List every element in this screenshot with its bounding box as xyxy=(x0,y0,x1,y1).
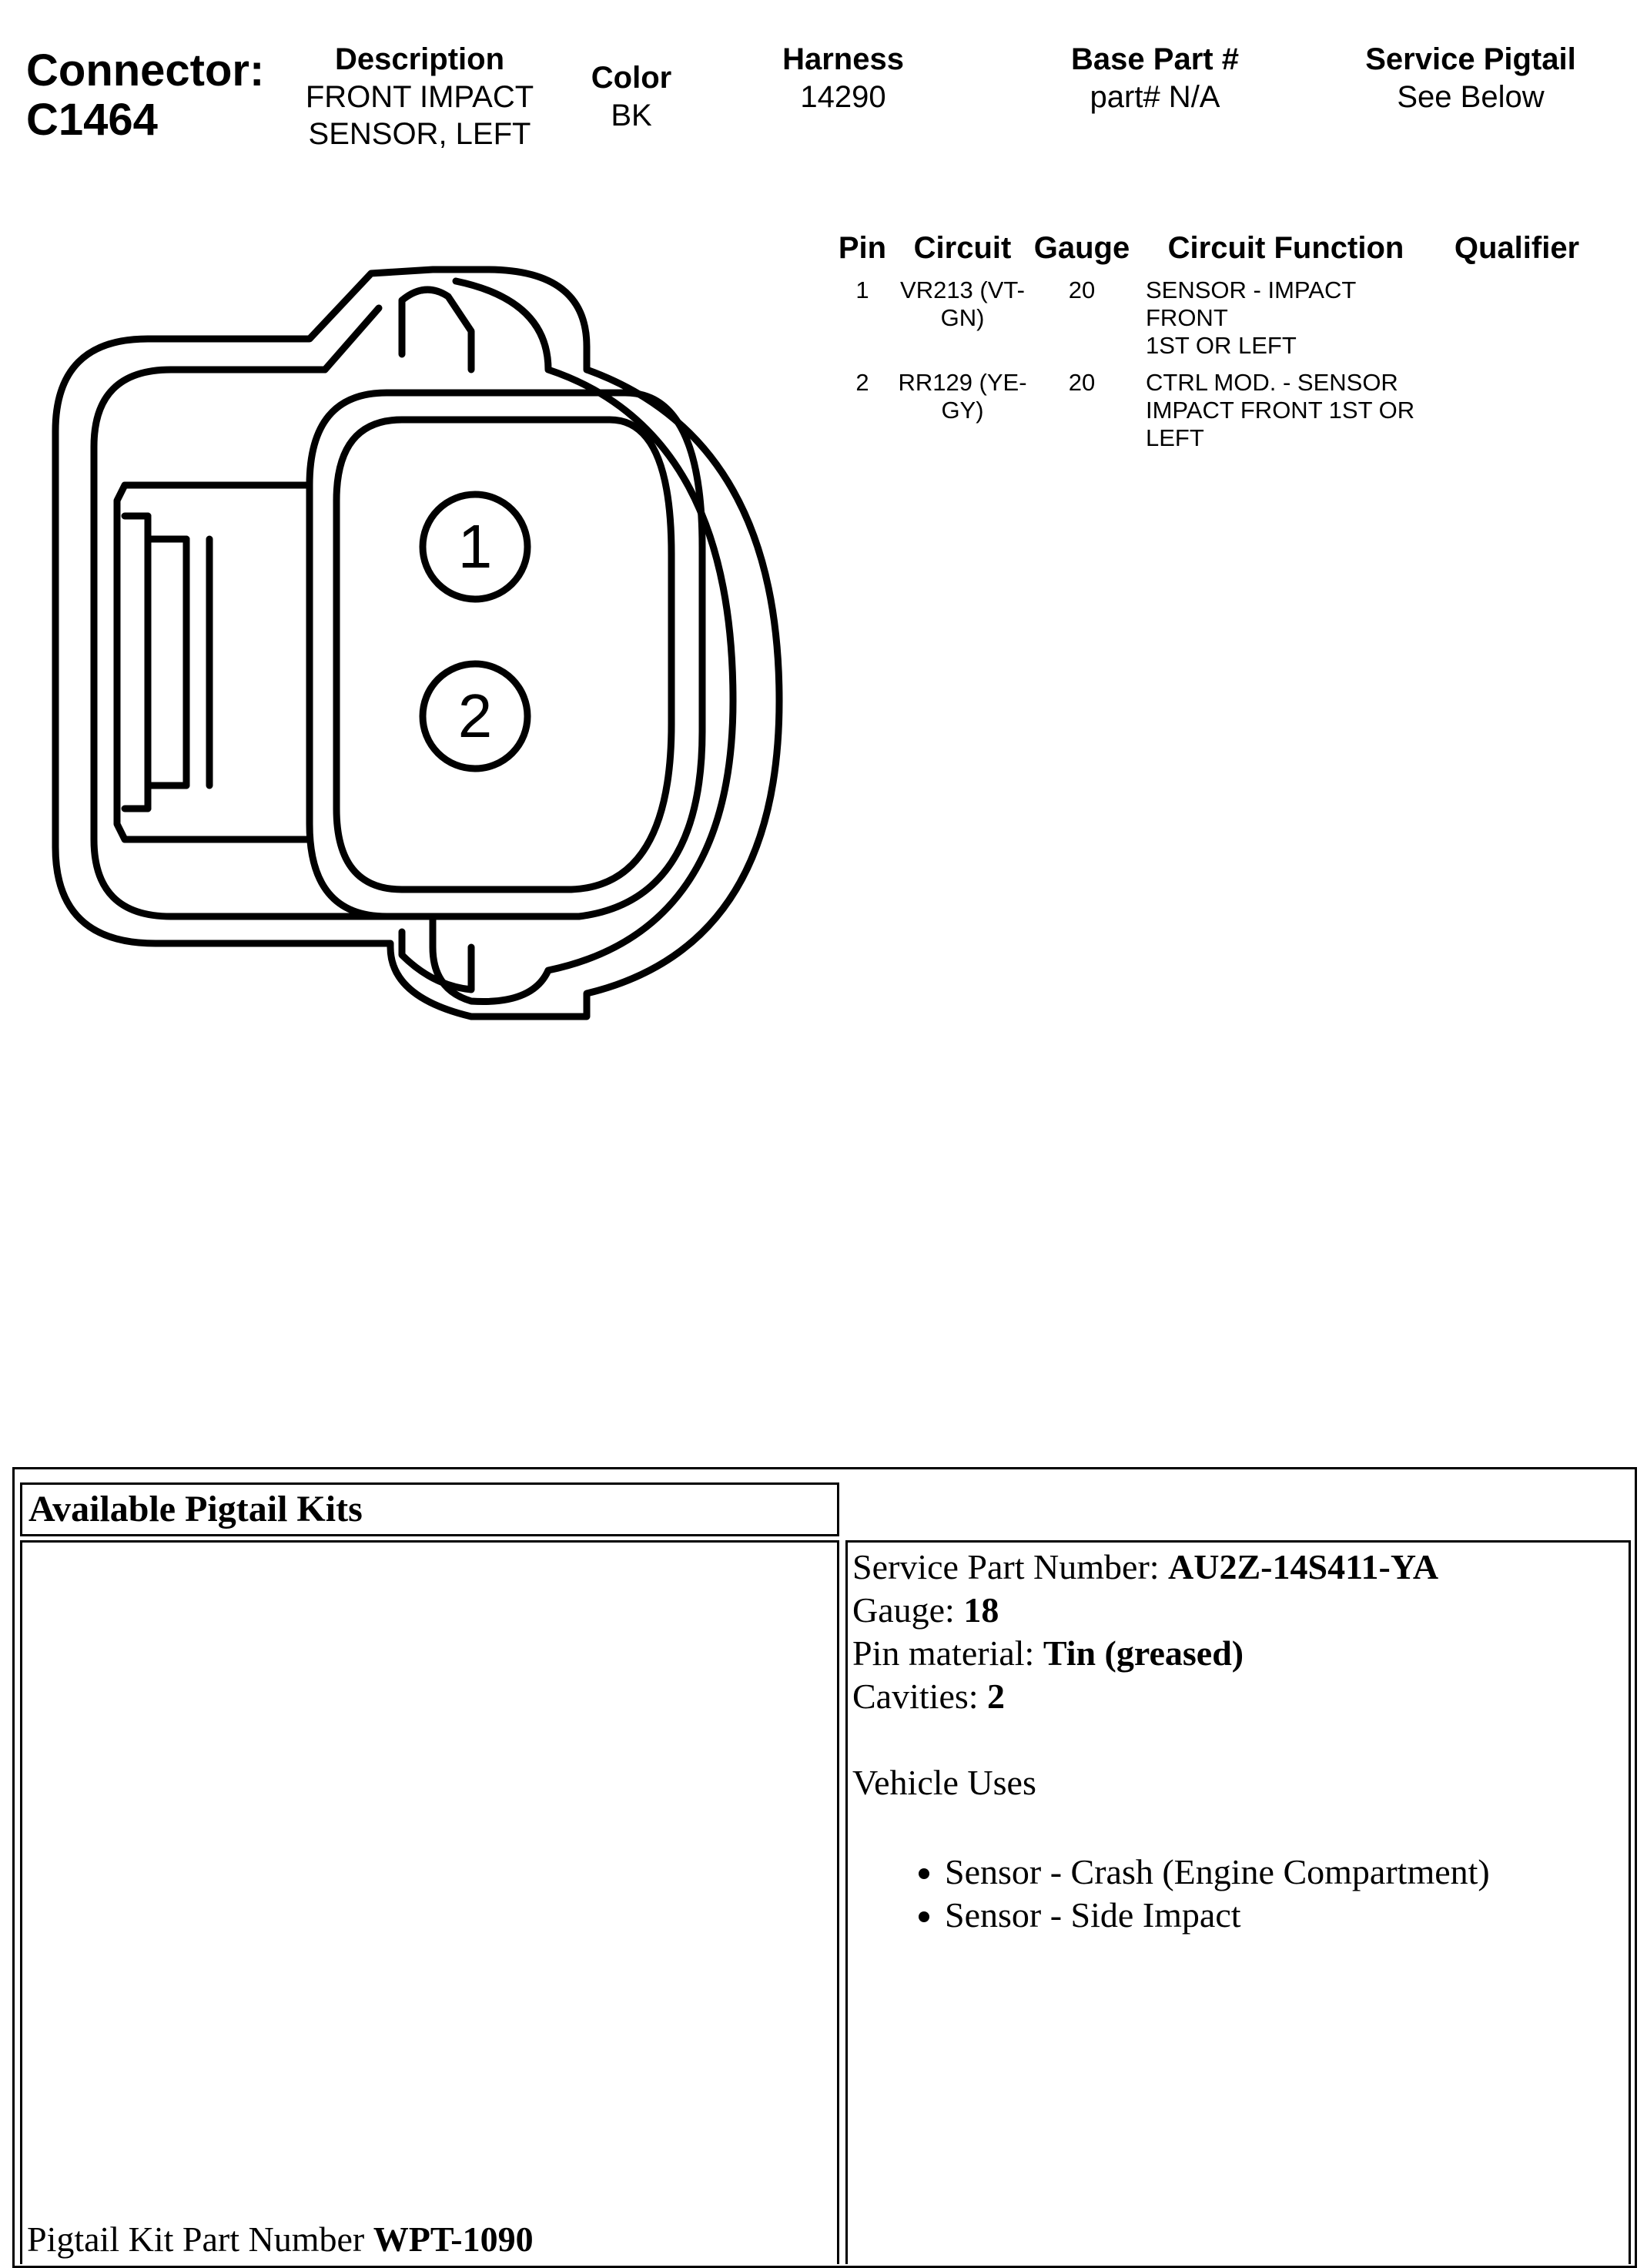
pin-table-header-row xyxy=(832,231,1594,276)
cell-qualifier xyxy=(1440,276,1594,369)
cell-gauge: 20 xyxy=(1068,276,1096,303)
pigtail-kits-heading-box xyxy=(20,1482,839,1536)
cell-circuit xyxy=(893,276,1032,369)
cell-circuit-function xyxy=(1132,369,1440,461)
service-pigtail-value: See Below xyxy=(1397,80,1545,114)
circuit-line: GN) xyxy=(940,304,985,331)
harness-column xyxy=(747,40,939,116)
vehicle-uses-list xyxy=(852,1851,1490,1937)
pigtail-kits-heading: Available Pigtail Kits xyxy=(28,1489,363,1529)
service-part-value: AU2Z-14S411-YA xyxy=(1168,1547,1439,1586)
vehicle-uses-label: Vehicle Uses xyxy=(852,1763,1036,1802)
cavities-label: Cavities: xyxy=(852,1677,988,1716)
kit-part-value: WPT-1090 xyxy=(373,2219,534,2259)
description-line1: FRONT IMPACT xyxy=(305,80,534,114)
base-part-value: part# N/A xyxy=(1090,80,1220,114)
function-line: 1ST OR LEFT xyxy=(1146,332,1297,359)
header-qualifier: Qualifier xyxy=(1454,231,1580,265)
cell-gauge: 20 xyxy=(1068,369,1096,396)
pin-2 xyxy=(423,664,527,769)
base-part-label: Base Part # xyxy=(1071,42,1239,76)
function-line: SENSOR - IMPACT FRONT xyxy=(1146,276,1356,331)
cavities-value: 2 xyxy=(987,1677,1006,1716)
description-line2: SENSOR, LEFT xyxy=(308,117,531,151)
table-row xyxy=(832,276,1594,369)
function-line: LEFT xyxy=(1146,424,1204,451)
pigtail-image-box xyxy=(20,1540,839,2264)
color-column xyxy=(570,59,693,134)
gauge-spec xyxy=(852,1589,1490,1632)
circuit-line: GY) xyxy=(941,397,984,424)
pin-2-label: 2 xyxy=(457,682,493,750)
cell-circuit-function xyxy=(1132,276,1440,369)
color-label: Color xyxy=(591,61,672,95)
kit-part-label: Pigtail Kit Part Number xyxy=(27,2219,373,2259)
pin-1 xyxy=(423,494,527,599)
pin-material-label: Pin material: xyxy=(852,1633,1043,1673)
connector-label: Connector: xyxy=(26,45,265,95)
gauge-value: 18 xyxy=(963,1590,999,1630)
cell-circuit xyxy=(893,369,1032,461)
cell-qualifier xyxy=(1440,369,1594,461)
gauge-label: Gauge: xyxy=(852,1590,964,1630)
connector-id: C1464 xyxy=(26,95,158,145)
pin-1-label: 1 xyxy=(457,512,493,581)
header-gauge: Gauge xyxy=(1033,231,1130,265)
pin-table xyxy=(832,231,1594,461)
description-label: Description xyxy=(334,42,505,76)
service-part-number xyxy=(852,1546,1490,1589)
harness-value: 14290 xyxy=(800,80,886,114)
base-part-column xyxy=(1032,40,1278,116)
table-row xyxy=(832,369,1594,461)
header-circuit-function: Circuit Function xyxy=(1167,231,1404,265)
color-value: BK xyxy=(611,99,652,132)
description-column xyxy=(285,40,554,152)
function-line: IMPACT FRONT 1ST OR xyxy=(1146,397,1415,424)
harness-label: Harness xyxy=(782,42,904,76)
function-line: CTRL MOD. - SENSOR xyxy=(1146,369,1398,396)
pin-cavity-outline xyxy=(336,420,671,889)
pigtail-kit-part-number xyxy=(27,2218,534,2261)
service-part-label: Service Part Number: xyxy=(852,1547,1169,1586)
pigtail-spec-box xyxy=(845,1540,1631,2264)
pin-material-value: Tin (greased) xyxy=(1043,1633,1244,1673)
list-item: • Sensor - Side Impact xyxy=(945,1894,1490,1937)
pin-material-spec xyxy=(852,1632,1490,1675)
header-pin: Pin xyxy=(838,231,887,265)
service-pigtail-column xyxy=(1332,40,1609,116)
pigtail-spec-content xyxy=(852,1546,1490,1937)
connector-face-diagram xyxy=(40,254,795,1032)
header-circuit: Circuit xyxy=(913,231,1012,265)
connector-title xyxy=(26,46,264,145)
latch-detail xyxy=(125,516,186,809)
cavities-spec xyxy=(852,1675,1490,1718)
top-key-tab xyxy=(402,290,471,370)
circuit-line: VR213 (VT- xyxy=(900,276,1025,303)
service-pigtail-label: Service Pigtail xyxy=(1365,42,1576,76)
list-item: • Sensor - Crash (Engine Compartment) xyxy=(945,1851,1490,1894)
cell-pin: 1 xyxy=(855,276,869,303)
inner-body-outline xyxy=(310,393,702,916)
cell-pin: 2 xyxy=(855,369,869,396)
circuit-line: RR129 (YE- xyxy=(898,369,1027,396)
